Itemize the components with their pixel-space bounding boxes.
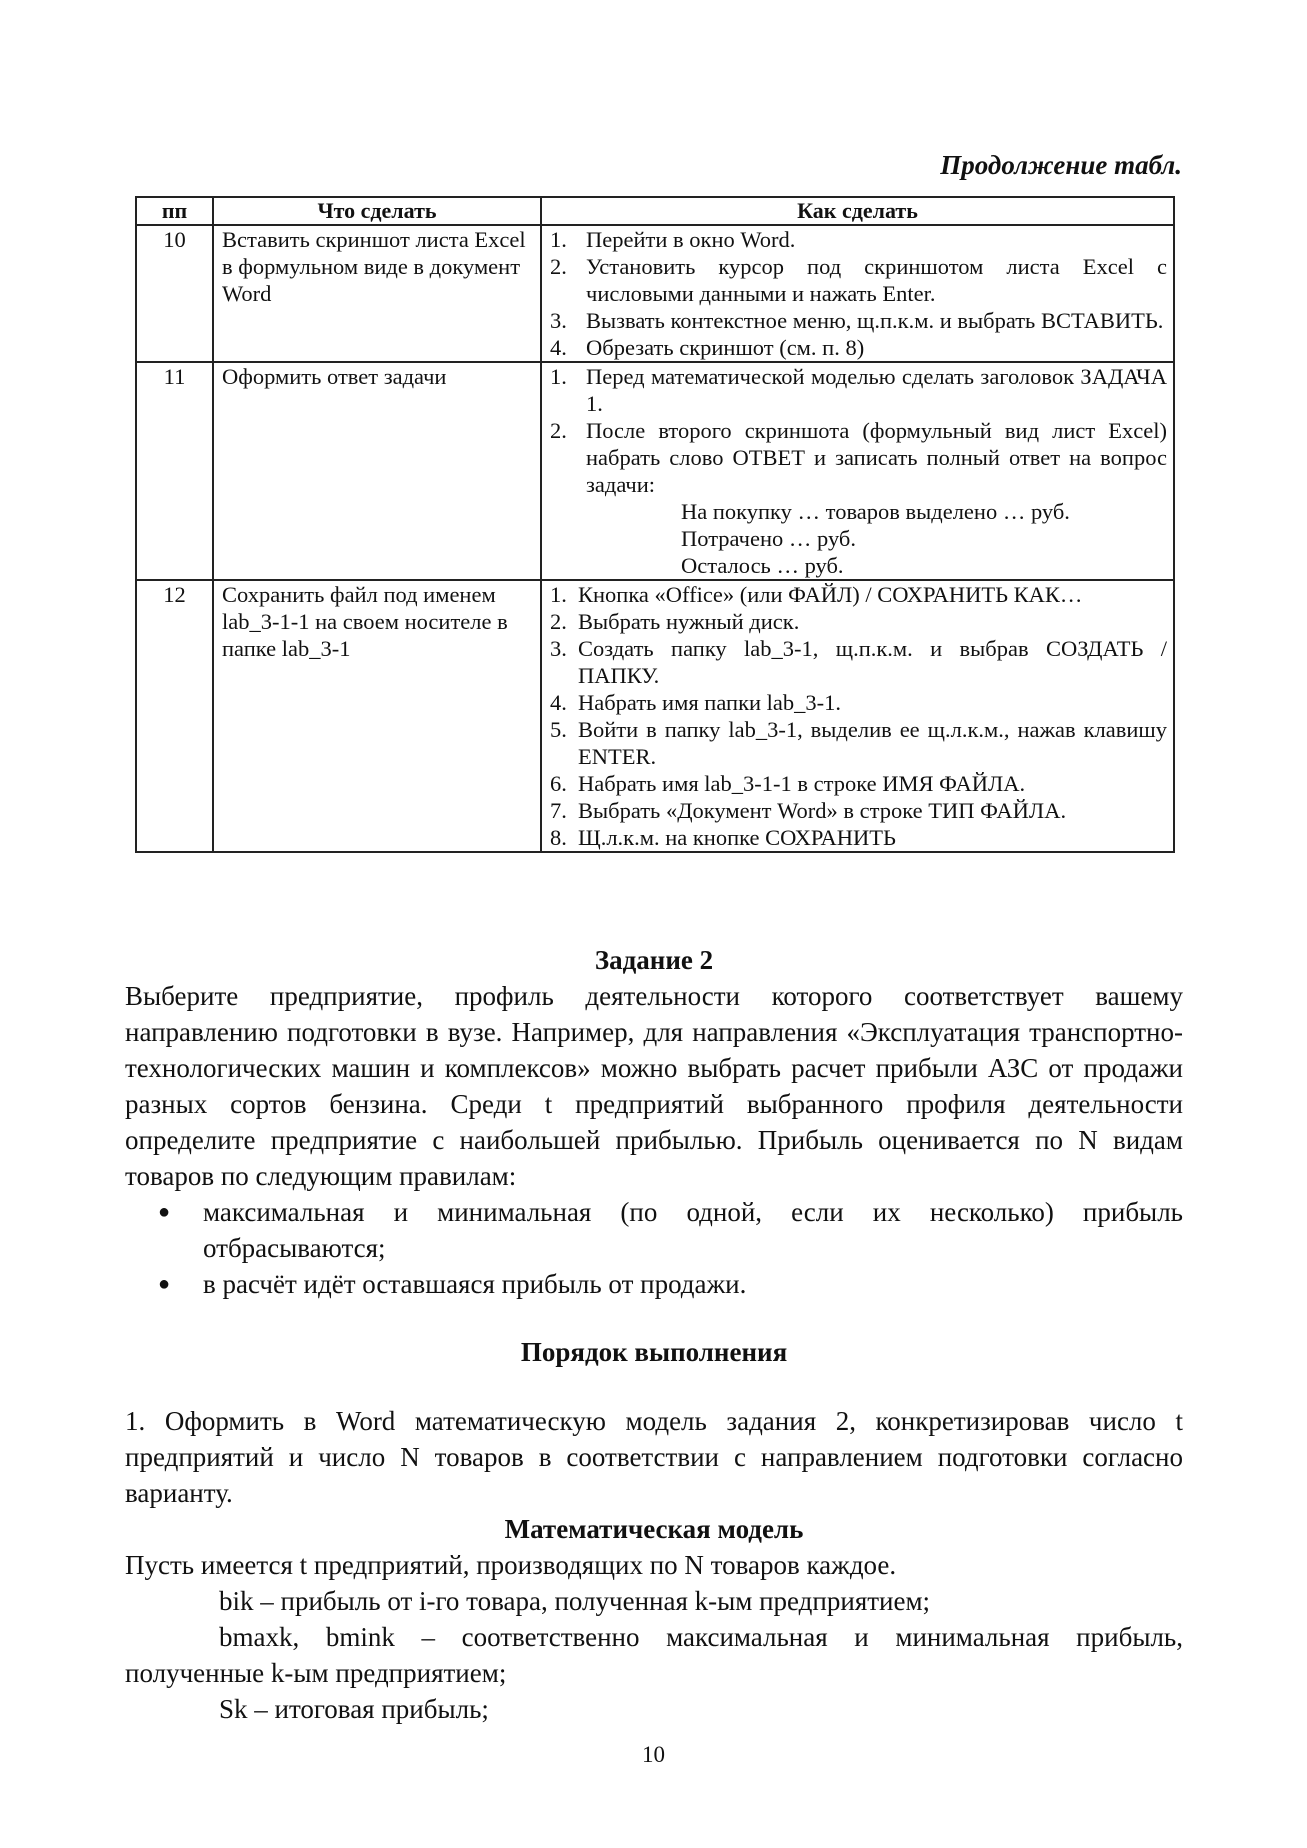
model-intro: Пусть имеется t предприятий, производящих по N товаров каждое. bbox=[125, 1550, 897, 1580]
step-item: 3. Вызвать контекстное меню, щ.п.к.м. и выбрать ВСТАВИТЬ. bbox=[550, 308, 1164, 333]
step-item: 3. Создать папку lab_3-1, щ.п.к.м. и выбрав СОЗДАТЬ / ПАПКУ. bbox=[550, 636, 1167, 688]
header-what: Что сделать bbox=[213, 197, 541, 225]
row-what: Вставить скриншот листа Excel в формульном виде в документ Word bbox=[213, 225, 541, 362]
task2-section bbox=[125, 942, 1183, 1302]
row-how bbox=[541, 580, 1174, 852]
row-number: 11 bbox=[136, 362, 213, 580]
continuation-label: Продолжение табл. bbox=[940, 150, 1182, 180]
model-def-sk: Sk – итоговая прибыль; bbox=[219, 1694, 489, 1724]
list-item: ● максимальная и минимальная (по одной, если их несколько) прибыль отбрасываются; bbox=[157, 1197, 1183, 1263]
task2-paragraph: Выберите предприятие, профиль деятельности которого соответствует вашему направлению подготовки в вузе. Например, для направления «Эксплуатация транспортно-технологических машин и комплексов» можно выбрать расчет прибыли АЗС от продажи разных сортов бензина. Среди t предприятий выбранного профиля деятельности определите предприятие с наибольшей прибылью. Прибыль оценивается по N видам товаров по следующим правилам: bbox=[125, 981, 1183, 1191]
row-number: 10 bbox=[136, 225, 213, 362]
table-header-row bbox=[136, 197, 1174, 225]
step-item: 4. Набрать имя папки lab_3-1. bbox=[550, 690, 842, 715]
step-item: 5. Войти в папку lab_3-1, выделив ее щ.л.к.м., нажав клавишу ENTER. bbox=[550, 717, 1167, 769]
task2-heading: Задание 2 bbox=[594, 945, 714, 975]
row-how bbox=[541, 225, 1174, 362]
procedure-heading: Порядок выполнения bbox=[520, 1337, 788, 1367]
table-row bbox=[136, 225, 1174, 362]
answer-line: Осталось … руб. bbox=[681, 553, 844, 578]
step-item: 7. Выбрать «Документ Word» в строке ТИП ФАЙЛА. bbox=[550, 798, 1067, 823]
procedure-step1: 1. Оформить в Word математическую модель задания 2, конкретизировав число t предприятий и число N товаров в соответствии с направлением подготовки согласно варианту. bbox=[125, 1406, 1183, 1508]
row-what: Оформить ответ задачи bbox=[213, 362, 541, 580]
list-item: ● в расчёт идёт оставшаяся прибыль от продажи. bbox=[157, 1269, 747, 1299]
table-row bbox=[136, 580, 1174, 852]
model-def-bik: bik – прибыль от i-го товара, полученная k-ым предприятием; bbox=[219, 1586, 931, 1616]
step-item: 1. Перед математической моделью сделать заголовок ЗАДАЧА 1. bbox=[550, 364, 1167, 416]
step-item: 2. Выбрать нужный диск. bbox=[550, 609, 800, 634]
step-item: 1. Перейти в окно Word. bbox=[550, 227, 796, 252]
row-how bbox=[541, 362, 1174, 580]
step-item: 8. Щ.л.к.м. на кнопке СОХРАНИТЬ bbox=[550, 825, 896, 850]
step-item: 4. Обрезать скриншот (см. п. 8) bbox=[550, 335, 865, 360]
header-num: пп bbox=[136, 197, 213, 225]
model-def-bmax-bmin: bmaxk, bmink – соответственно максимальная и минимальная прибыль, полученные k-ым предприятием; bbox=[125, 1622, 1183, 1688]
header-how: Как сделать bbox=[541, 197, 1174, 225]
step-item: 2. Установить курсор под скриншотом листа Excel с числовыми данными и нажать Enter. bbox=[550, 254, 1167, 306]
step-item: 6. Набрать имя lab_3-1-1 в строке ИМЯ ФАЙЛА. bbox=[550, 771, 1026, 796]
answer-line: На покупку … товаров выделено … руб. bbox=[681, 499, 1070, 524]
row-number: 12 bbox=[136, 580, 213, 852]
answer-template bbox=[548, 498, 1167, 579]
model-heading: Математическая модель bbox=[504, 1514, 804, 1544]
instructions-table bbox=[135, 196, 1175, 853]
table-row bbox=[136, 362, 1174, 580]
step-item: 2. После второго скриншота (формульный вид лист Excel) набрать слово ОТВЕТ и записать полный ответ на вопрос задачи: bbox=[550, 418, 1167, 497]
procedure-step bbox=[125, 1403, 1183, 1727]
answer-line: Потрачено … руб. bbox=[681, 526, 856, 551]
procedure-section bbox=[125, 1334, 1183, 1370]
row-what: Сохранить файл под именем lab_3-1-1 на своем носителе в папке lab_3-1 bbox=[213, 580, 541, 852]
page-number: 10 bbox=[642, 1742, 665, 1767]
step-item: 1. Кнопка «Office» (или ФАЙЛ) / СОХРАНИТЬ КАК… bbox=[550, 582, 1083, 607]
task2-rules-list bbox=[125, 1194, 1183, 1302]
